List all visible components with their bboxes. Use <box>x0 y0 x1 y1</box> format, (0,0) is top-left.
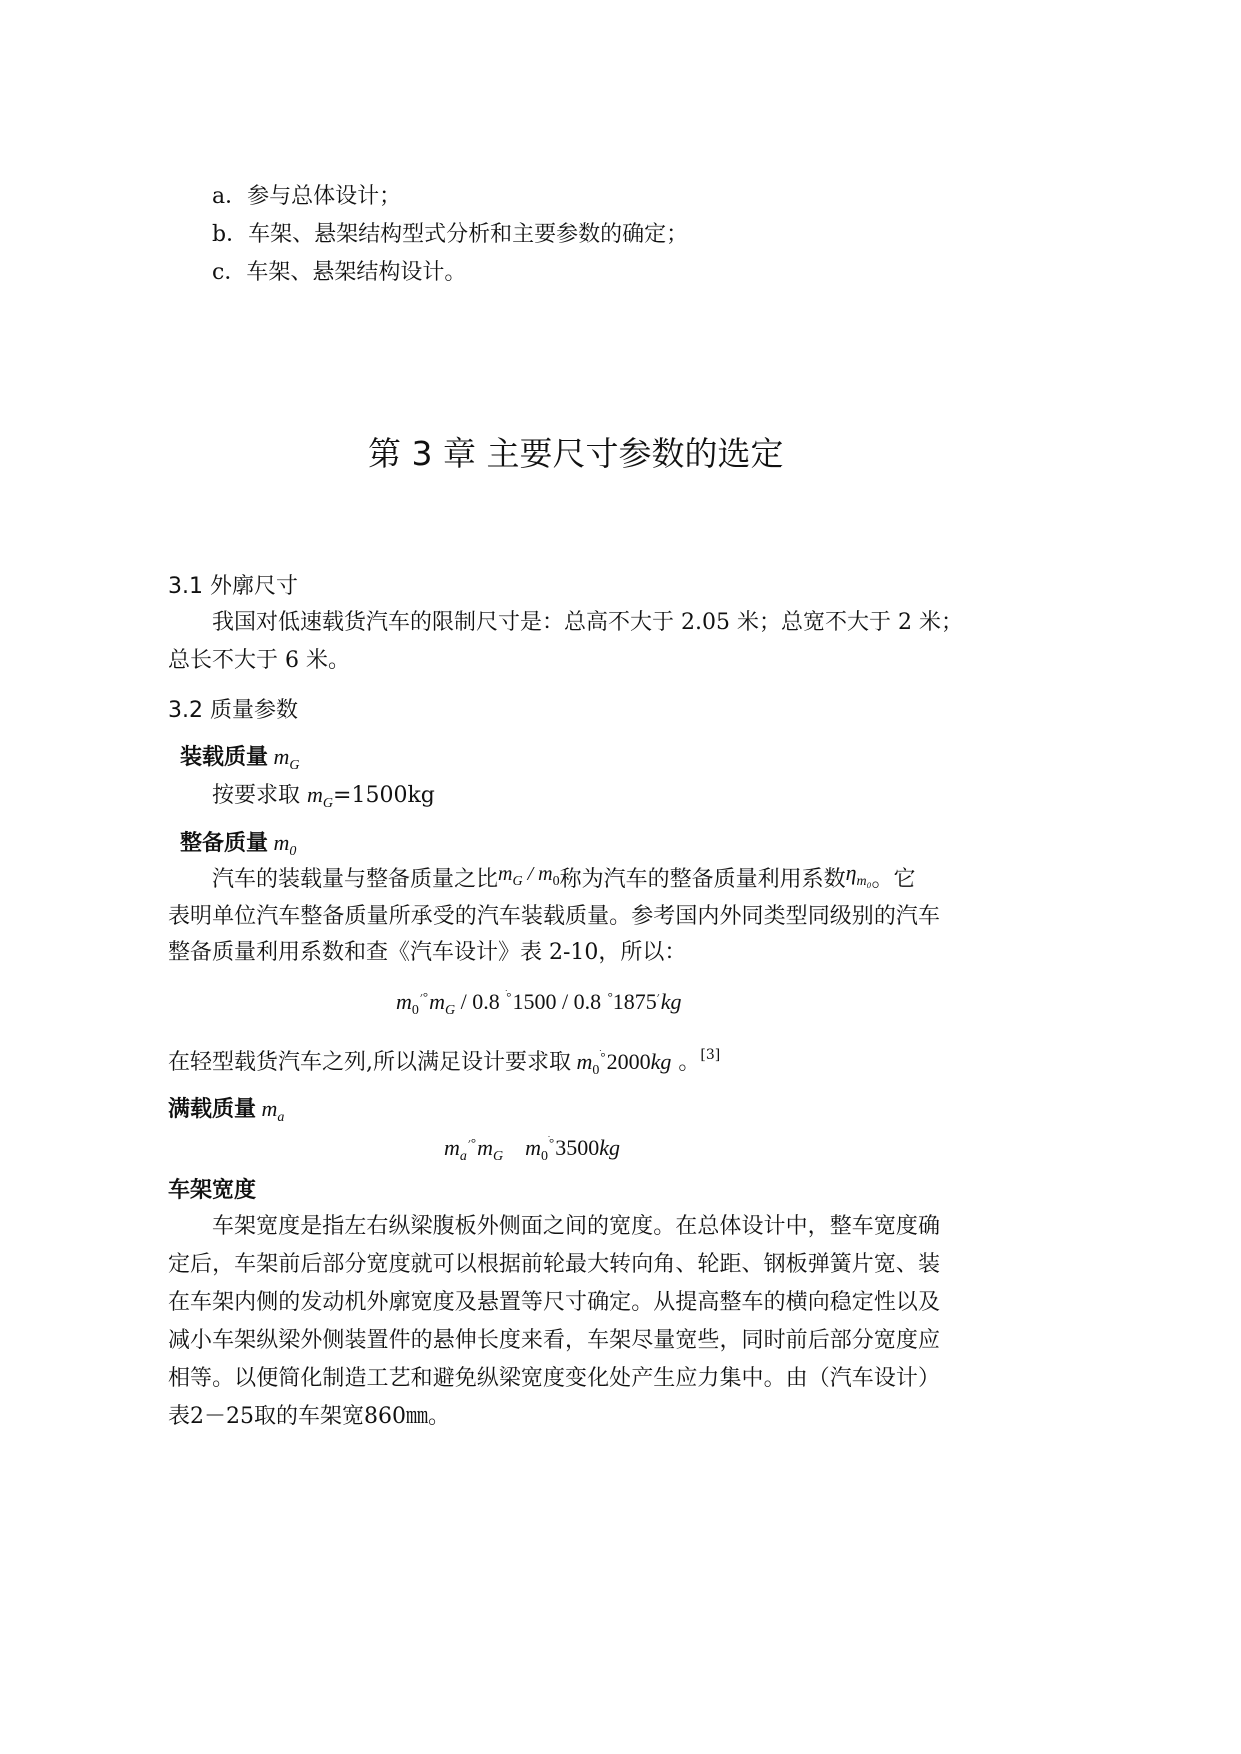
full-load-heading <box>168 1094 284 1125</box>
chapter-title: 第 3 章 主要尺寸参数的选定 <box>368 434 784 473</box>
section-heading-3-2: 3.2 质量参数 <box>168 698 298 723</box>
frame-paragraph-line-1: 车架宽度是指左右纵梁腹板外侧面之间的宽度。在总体设计中，整车宽度确 <box>212 1214 940 1239</box>
s31-text-line-2: 总长不大于 6 米。 <box>168 648 350 673</box>
payload-heading-label: 装载质量 <box>180 745 269 770</box>
frame-width-heading: 车架宽度 <box>168 1178 257 1203</box>
utilization-coefficient: ηm₀ <box>845 860 872 889</box>
frame-paragraph-line-6: 表2－25取的车架宽860㎜。 <box>168 1404 450 1429</box>
mass-ratio: mG / m0 <box>498 863 560 889</box>
full-load-heading-label: 满载质量 <box>168 1097 257 1122</box>
frame-paragraph-line-5: 相等。以便简化制造工艺和避免纵梁宽度变化处产生应力集中。由（汽车设计） <box>168 1366 940 1391</box>
task-item-c: c．车架、悬架结构设计。 <box>212 260 467 285</box>
s31-text-line-1: 我国对低速载货汽车的限制尺寸是：总高不大于 2.05 米；总宽不大于 2 米； <box>212 610 963 635</box>
curb-heading <box>180 828 296 859</box>
curb-paragraph-line-1: 汽车的装载量与整备质量之比$^{m_G / m_0}$称为汽车的整备质量利用系数$^{\eta_{m_0}}$。它 <box>212 860 916 892</box>
reference-3: [3] <box>700 1047 721 1063</box>
payload-text: 按要求取 $m_G=1500kg$ <box>212 782 435 811</box>
task-item-a: a．参与总体设计； <box>212 184 402 209</box>
frame-paragraph-line-4: 减小车架纵梁外侧装置件的悬伸长度来看，车架尽量宽些，同时前后部分宽度应 <box>168 1328 940 1353</box>
frame-paragraph-line-3: 在车架内侧的发动机外廓宽度及悬置等尺寸确定。从提高整车的横向稳定性以及 <box>168 1290 940 1315</box>
full-load-symbol: $m_a$ <box>261 1096 285 1125</box>
frame-paragraph-line-2: 定后，车架前后部分宽度就可以根据前轮最大转向角、轮距、钢板弹簧片宽、装 <box>168 1252 940 1277</box>
section-heading-3-1: 3.1 外廓尺寸 <box>168 574 298 599</box>
task-item-b: b．车架、悬架结构型式分析和主要参数的确定； <box>212 222 689 247</box>
curb-conclusion: 在轻型载货汽车之列,所以满足设计要求取 $m_0^{ׄ^\circ}2000kg$ 。[3] <box>168 1047 721 1078</box>
curb-heading-label: 整备质量 <box>180 831 269 856</box>
curb-paragraph-line-3: 整备质量利用系数和查《汽车设计》表 2-10，所以： <box>168 940 687 965</box>
full-load-equation: $m_a^{׳^\circ}m_G$ $m_0^{ׄ^\circ}3500kg$ <box>444 1135 620 1164</box>
curb-symbol: $m_0$ <box>273 830 297 859</box>
payload-symbol: $m_G$ <box>273 744 300 773</box>
curb-paragraph-line-2: 表明单位汽车整备质量所承受的汽车装载质量。参考国内外同类型同级别的汽车 <box>168 904 940 929</box>
curb-mass-equation: $m_0^{׳^\circ}m_G / 0.8$ ׄ°1500 / 0.8 ׳°1875 kg <box>396 989 682 1018</box>
payload-heading <box>180 742 300 773</box>
